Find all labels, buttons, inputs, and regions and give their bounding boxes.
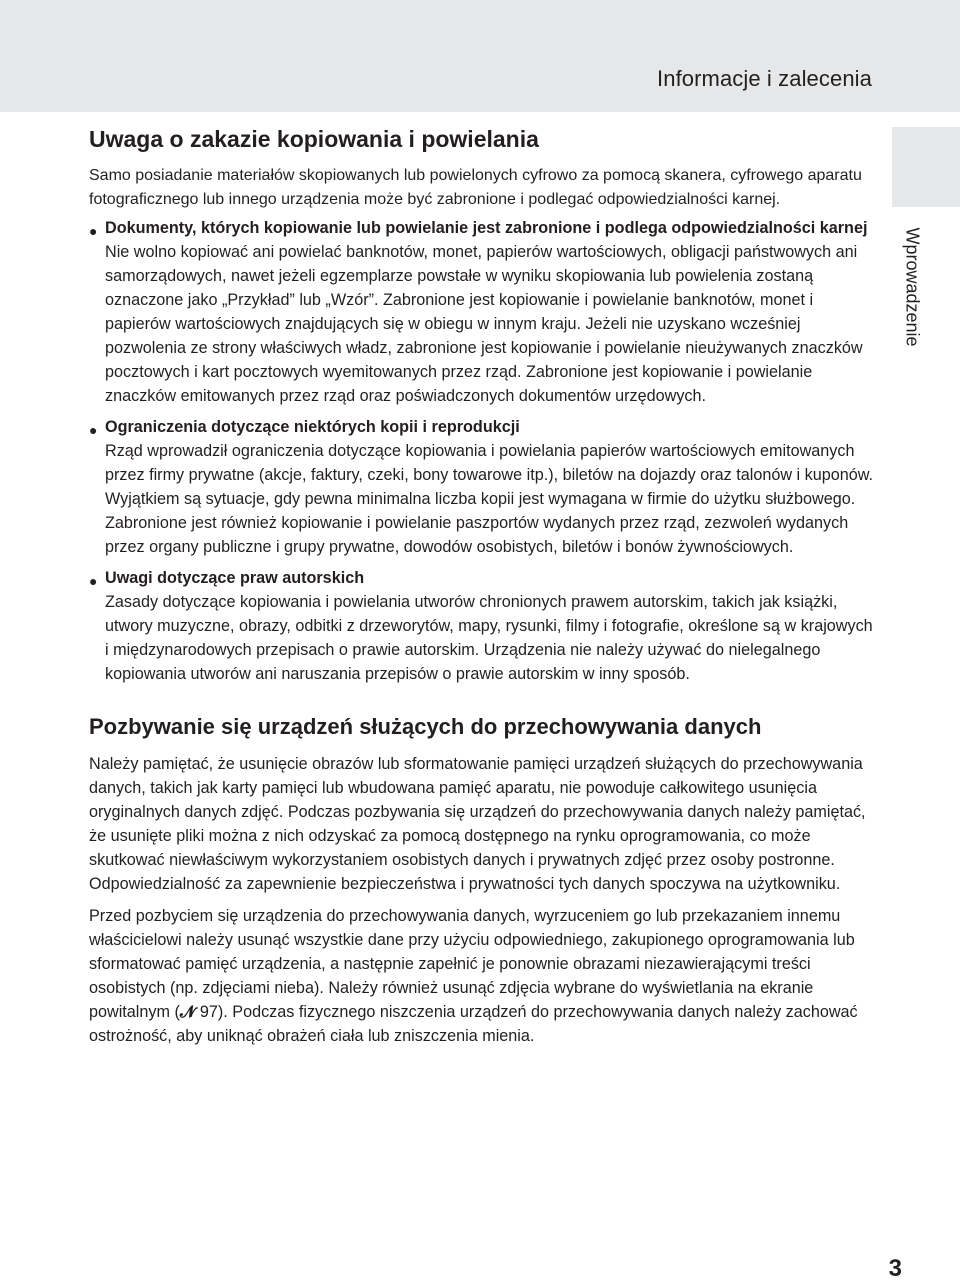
header-title: Informacje i zalecenia (657, 66, 872, 91)
section1-heading: Uwaga o zakazie kopiowania i powielania (89, 126, 539, 152)
paragraph-2-text-before: Przed pozbyciem się urządzenia do przechowywania danych, wyrzuceniem go lub przekazaniem innemu właścicielowi należy usunąć wszystkie dane przy użyciu odpowiedniego, zakupionego oprogramowania lub sformatować pamięć urządzenia, a następnie zapełnić je ponownie obrazami niezawierającymi treści osobistych (np. zdjęciami nieba). Należy również usunąć zdjęcia wybrane do wyświetlania na ekranie powitalnym ( (89, 906, 855, 1021)
header-band (0, 0, 960, 112)
section2-heading: Pozbywanie się urządzeń służących do przechowywania danych (89, 713, 762, 739)
bullet-icon: ● (89, 421, 98, 438)
list-item (89, 415, 879, 559)
bullet-icon: ● (89, 222, 98, 239)
side-tab (892, 127, 960, 207)
page-content (89, 124, 879, 1056)
item-text: Rząd wprowadził ograniczenia dotyczące kopiowania i powielania papierów wartościowych emitowanych przez firmy prywatne (akcje, faktury, czeki, bony towarowe itp.), biletów na dojazdy oraz talonów i kuponów. Wyjątkiem są sytuacje, gdy pewna minimalna liczba kopii jest wymagana w firmie do użytku służbowego. Zabronione jest również kopiowanie i powielanie paszportów wydanych przez rząd, zezwoleń wydanych przez organy publiczne i grupy prywatne, dowodów osobistych, biletów i bonów żywnościowych. (105, 441, 874, 556)
page-reference-icon: 𝓝 (179, 1002, 196, 1021)
bullet-list (89, 216, 879, 686)
page-number: 3 (888, 1255, 902, 1282)
item-title: Uwagi dotyczące praw autorskich (105, 568, 365, 587)
bullet-icon: ● (89, 572, 98, 589)
paragraph-2-text-after: ). Podczas fizycznego niszczenia urządzeń do przechowywania danych należy zachować ostrożność, aby uniknąć obrażeń ciała lub zniszczenia mienia. (89, 1002, 858, 1045)
item-title: Ograniczenia dotyczące niektórych kopii i reprodukcji (105, 417, 520, 436)
side-tab-label: Wprowadzenie (902, 227, 923, 347)
section1-intro: Samo posiadanie materiałów skopiowanych lub powielonych cyfrowo za pomocą skanera, cyfrowego aparatu fotograficznego lub innego urządzenia może być zabronione i podlegać odpowiedzialności karnej. (89, 167, 862, 208)
list-item (89, 216, 879, 408)
section2-paragraph-1: Należy pamiętać, że usunięcie obrazów lub sformatowanie pamięci urządzeń służących do przechowywania danych, takich jak karty pamięci lub wbudowana pamięć aparatu, nie powoduje całkowitego usunięcia oryginalnych danych zdjęć. Podczas pozbywania się urządzeń do przechowywania danych należy pamiętać, że usunięte pliki można z nich odzyskać za pomocą dostępnego na rynku oprogramowania, co może skutkować niewłaściwym wykorzystaniem osobistych danych i prywatnych zdjęć przez osoby postronne. Odpowiedzialność za zapewnienie bezpieczeństwa i prywatności tych danych spoczywa na użytkowniku. (89, 754, 866, 893)
item-title: Dokumenty, których kopiowanie lub powielanie jest zabronione i podlega odpowiedzialności karnej (105, 218, 868, 237)
item-text: Zasady dotyczące kopiowania i powielania utworów chronionych prawem autorskim, takich jak książki, utwory muzyczne, obrazy, odbitki z drzeworytów, mapy, rysunki, filmy i fotografie, określone są w krajowych i międzynarodowych przepisach o prawie autorskim. Urządzenia nie należy używać do nielegalnego kopiowania utworów ani naruszania przepisów o prawie autorskim w inny sposób. (105, 592, 873, 683)
page-reference-number: 97 (199, 1002, 218, 1021)
item-text: Nie wolno kopiować ani powielać banknotów, monet, papierów wartościowych, obligacji państwowych ani samorządowych, nawet jeżeli egzemplarze powstałe w wyniku skopiowania lub powielenia zostaną oznaczone jako „Przykład” lub „Wzór”. Zabronione jest kopiowanie i powielanie banknotów, monet i papierów wartościowych znajdujących się w obiegu w innym kraju. Jeżeli nie uzyskano wcześniej pozwolenia ze strony właściwych władz, zabronione jest kopiowanie i powielanie nieużywanych znaczków pocztowych i kart pocztowych wyemitowanych przez rząd. Zabronione jest kopiowanie i powielanie znaczków emitowanych przez rząd oraz poświadczonych dokumentów urzędowych. (105, 242, 863, 405)
list-item (89, 566, 879, 686)
section2-paragraph-2 (89, 904, 879, 1048)
